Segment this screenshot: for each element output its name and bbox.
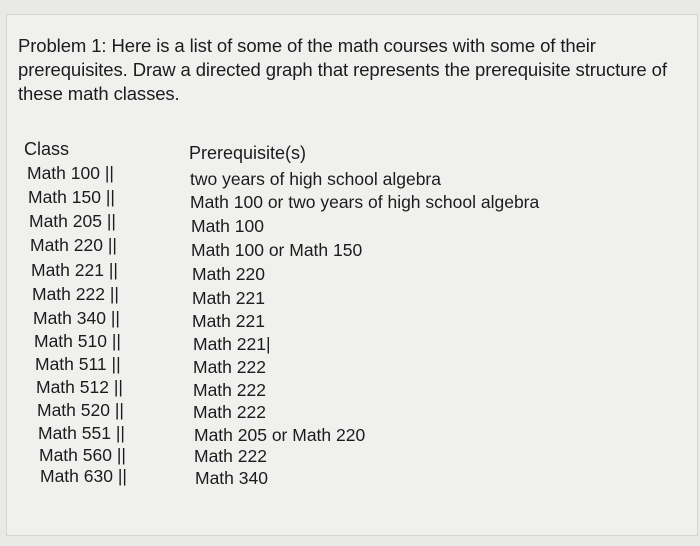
class-cell: Math 510 || <box>34 331 121 351</box>
prerequisite-cell: Math 222 <box>194 446 267 466</box>
class-cell: Math 520 || <box>37 400 124 420</box>
prerequisite-column-header: Prerequisite(s) <box>189 143 307 163</box>
class-column-header: Class <box>24 139 70 159</box>
class-cell: Math 512 || <box>36 377 123 397</box>
prerequisite-cell: two years of high school algebra <box>190 169 441 189</box>
prerequisite-cell: Math 100 <box>191 216 264 236</box>
prerequisite-cell: Math 100 or two years of high school algebra <box>190 192 540 212</box>
prerequisite-cell: Math 340 <box>195 468 268 488</box>
prerequisite-cell: Math 221 <box>192 288 265 308</box>
class-cell: Math 221 || <box>31 260 118 280</box>
prerequisite-cell: Math 222 <box>193 402 266 422</box>
class-cell: Math 150 || <box>28 187 115 207</box>
class-cell: Math 220 || <box>30 235 117 255</box>
class-cell: Math 511 || <box>35 354 121 374</box>
prerequisite-cell: Math 220 <box>192 264 265 284</box>
prerequisite-cell: Math 221 <box>192 311 265 331</box>
class-cell: Math 222 || <box>32 284 119 304</box>
prerequisite-cell: Math 222 <box>193 357 266 377</box>
class-cell: Math 205 || <box>29 211 116 231</box>
prerequisite-cell: Math 222 <box>193 380 266 400</box>
class-cell: Math 340 || <box>33 308 120 328</box>
class-cell: Math 100 || <box>27 163 114 183</box>
class-cell: Math 551 || <box>38 423 125 443</box>
class-cell: Math 630 || <box>40 466 127 486</box>
prerequisite-cell: Math 205 or Math 220 <box>194 425 366 445</box>
class-cell: Math 560 || <box>39 445 126 465</box>
problem-statement: Problem 1: Here is a list of some of the math courses with some of their prerequisites. Draw a directed graph that represents the prerequisite structure of these math classes. <box>18 35 667 104</box>
prerequisite-cell: Math 221| <box>193 334 271 354</box>
prerequisite-cell: Math 100 or Math 150 <box>191 240 363 260</box>
